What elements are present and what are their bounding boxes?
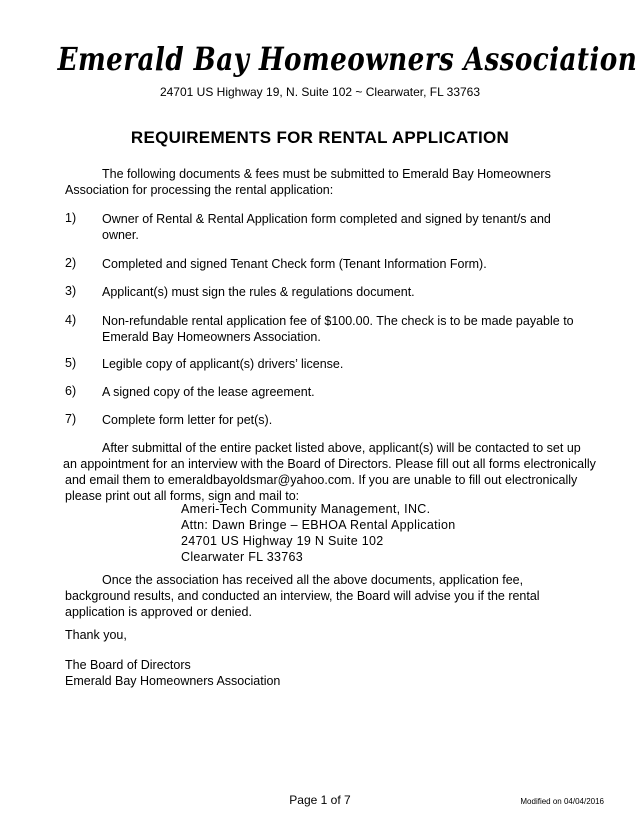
requirement-number: 5)	[65, 356, 77, 370]
requirement-number: 7)	[65, 412, 77, 426]
requirement-text: Complete form letter for pet(s).	[102, 413, 273, 427]
requirement-number: 1)	[65, 211, 77, 225]
intro-paragraph: The following documents & fees must be submitted to Emerald Bay Homeowners Association for processing the rental application:	[65, 167, 551, 197]
signature-line: The Board of Directors	[65, 658, 191, 672]
signature-line: Emerald Bay Homeowners Association	[65, 674, 281, 688]
mailing-address	[181, 501, 455, 565]
mailing-address-line: Attn: Dawn Bringe – EBHOA Rental Application	[181, 518, 456, 532]
requirement-text: Legible copy of applicant(s) drivers’ license.	[102, 357, 344, 371]
association-title: Emerald Bay Homeowners Association	[57, 40, 638, 78]
mailing-address-line: Ameri-Tech Community Management, INC.	[181, 502, 431, 516]
requirement-text: Non-refundable rental application fee of $100.00. The check is to be made payable to Emerald Bay Homeowners Association.	[102, 314, 574, 344]
closing-paragraph: Once the association has received all the above documents, application fee, background results, and conducted an interview, the Board will advise you if the rental application is approved or denied.	[65, 573, 540, 619]
submittal-line: and email them to emeraldbayoldsmar@yahoo.com. If you are unable to fill out electronically	[65, 473, 578, 487]
requirement-number: 4)	[65, 313, 77, 327]
requirement-text: Applicant(s) must sign the rules & regulations document.	[102, 285, 415, 299]
requirement-text: Owner of Rental & Rental Application form completed and signed by tenant/s and owner.	[102, 212, 551, 242]
page-number: Page 1 of 7	[289, 793, 351, 807]
submittal-line: an appointment for an interview with the Board of Directors. Please fill out all forms electronically	[63, 457, 596, 471]
submittal-line: please print out all forms, sign and mail to:	[65, 489, 300, 503]
submittal-line: After submittal of the entire packet listed above, applicant(s) will be contacted to set up	[102, 441, 581, 455]
modified-date: Modified on 04/04/2016	[520, 797, 604, 806]
requirement-number: 6)	[65, 384, 77, 398]
requirement-text: A signed copy of the lease agreement.	[102, 385, 315, 399]
association-address: 24701 US Highway 19, N. Suite 102 ~ Clearwater, FL 33763	[159, 85, 481, 99]
requirement-text: Completed and signed Tenant Check form (Tenant Information Form).	[102, 257, 487, 271]
signature-block	[65, 657, 280, 689]
mailing-address-line: 24701 US Highway 19 N Suite 102	[181, 534, 384, 548]
page-heading: REQUIREMENTS FOR RENTAL APPLICATION	[130, 128, 510, 147]
thank-you: Thank you,	[65, 628, 127, 642]
requirement-number: 2)	[65, 256, 77, 270]
mailing-address-line: Clearwater FL 33763	[181, 550, 303, 564]
submittal-paragraph	[65, 440, 613, 504]
requirement-number: 3)	[65, 284, 77, 298]
